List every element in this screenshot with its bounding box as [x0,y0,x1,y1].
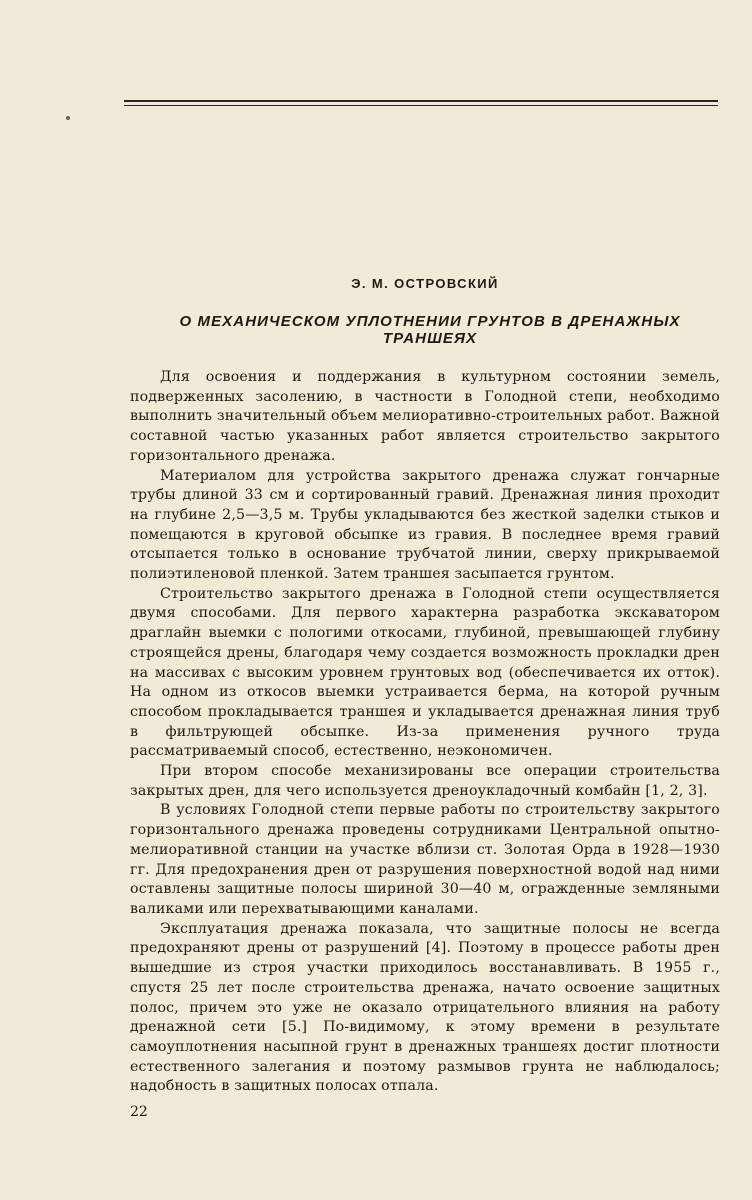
print-speck [66,116,70,120]
paragraph-4: При втором способе механизированы все операции строительства закрытых дрен, для чего используется дреноукладочный комбайн [1, 2, 3]. [130,763,720,799]
paragraph-3: Строительство закрытого дренажа в Голодной степи осуществляется двумя способами. Для первого характерна разработка экскаватором драглайн выемки с пологими откосами, глубиной, превышающей глубину строящейся дрены, благодаря чему создается возможность прокладки дрен на массивах с высоким уровнем грунтовых вод (обеспечивается их отток). На одном из откосов выемки устраивается берма, на которой ручным способом прокладывается траншея и укладывается дренажная линия труб в фильтрующей обсыпке. Из-за применения ручного труда рассматриваемый способ, естественно, неэкономичен. [130,585,720,760]
paragraph-1: Для освоения и поддержания в культурном состоянии земель, подверженных засолению, в частности в Голодной степи, необходимо выполнить значительный объем мелиоративно-строительных работ. Важной составной частью указанных работ является строительство закрытого горизонтального дренажа. [130,369,720,464]
paragraph-5: В условиях Голодной степи первые работы по строительству закрытого горизонтального дренажа проведены сотрудниками Центральной опытно-мелиоративной станции на участке вблизи ст. Золотая Орда в 1928—1930 гг. Для предохранения дрен от разрушения поверхностной водой над ними оставлены защитные полосы шириной 30—40 м, огражденные земляными валиками или перехватывающими каналами. [130,802,720,917]
article-title [130,313,730,347]
paragraph-6: Эксплуатация дренажа показала, что защитные полосы не всегда предохраняют дрены от разрушений [4]. Поэтому в процессе работы дрен вышедшие из строя участки приходилось восстанавливать. В 1955 г., спустя 25 лет после строительства дренажа, начато освоение защитных полос, причем это уже не оказало отрицательного влияния на работу дренажной сети [5.] По-видимому, к этому времени в результате самоуплотнения насыпной грунт в дренажных траншеях достиг плотности естественного залегания и поэтому размывов грунта не наблюдалось; надобность в защитных полосах отпала. [130,920,720,1095]
article-body [130,368,720,1097]
title-line-1: О МЕХАНИЧЕСКОМ УПЛОТНЕНИИ ГРУНТОВ В ДРЕНАЖНЫХ [179,313,681,330]
title-line-2: ТРАНШЕЯХ [382,330,478,347]
header-rule-thick [124,100,718,102]
header-rule-thin [124,105,718,106]
page-number: 22 [130,1104,148,1120]
author-name: Э. М. ОСТРОВСКИЙ [351,276,499,291]
paragraph-2: Материалом для устройства закрытого дренажа служат гончарные трубы длиной 33 см и сортированный гравий. Дренажная линия проходит на глубине 2,5—3,5 м. Трубы укладываются без жесткой заделки стыков и помещаются в круговой обсыпке из гравия. В последнее время гравий отсыпается только в основание трубчатой линии, сверху прикрываемой полиэтиленовой пленкой. Затем траншея засыпается грунтом. [130,467,720,583]
